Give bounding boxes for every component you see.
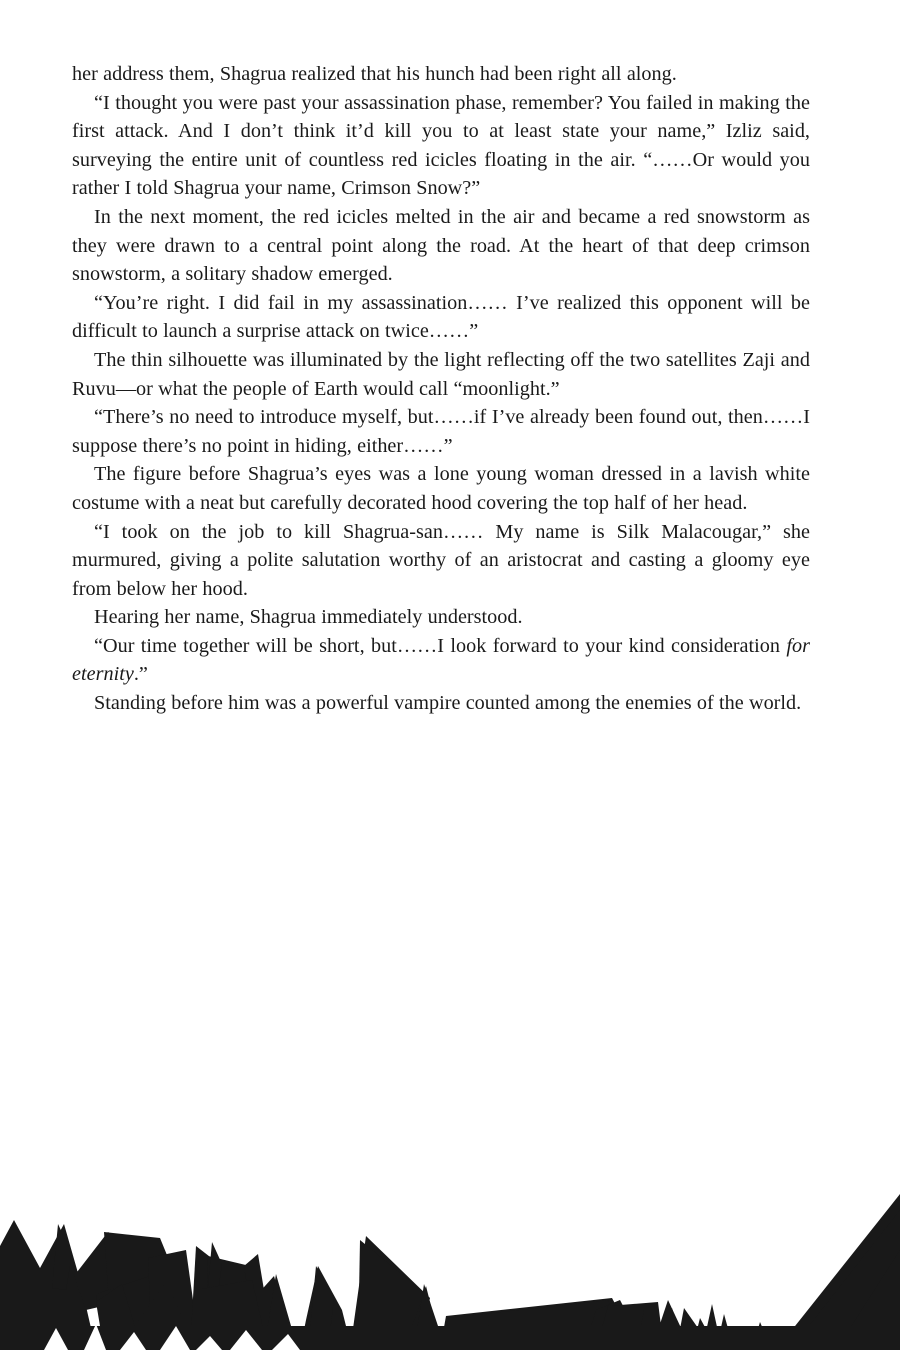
paragraph: “There’s no need to introduce myself, but……if I’ve already been found out, then……I suppose there’s no point in hiding, either……” — [72, 406, 810, 457]
crystal-shard-silhouette — [0, 1150, 900, 1350]
paragraph: “I thought you were past your assassination phase, remember? You failed in making the first attack. And I don’t think it’d kill you to at least state your name,” Izliz said, surveying the entire unit of countless red icicles floating in the air. “……Or would you rather I told Shagrua your name, Crimson Snow?” — [72, 91, 810, 200]
paragraph-with-italic — [72, 632, 810, 689]
paragraph-tail-text: .” — [133, 663, 148, 686]
paragraph: Standing before him was a powerful vampire counted among the enemies of the world. — [94, 692, 802, 715]
italic-phrase: for eternity — [72, 634, 810, 686]
paragraph: “I took on the job to kill Shagrua-san…… My name is Silk Malacougar,” she murmured, giving a polite salutation worthy of an aristocrat and casting a gloomy eye from below her hood. — [72, 520, 810, 600]
shard-shapes — [0, 1194, 900, 1350]
paragraph: “You’re right. I did fail in my assassination…… I’ve realized this opponent will be difficult to launch a surprise attack on twice……” — [72, 291, 810, 343]
paragraph-lead-text: “Our time together will be short, but……I look forward to your kind consideration — [94, 634, 787, 657]
paragraph: The figure before Shagrua’s eyes was a lone young woman dressed in a lavish white costume with a neat but carefully decorated hood covering the top half of her head. — [72, 463, 810, 514]
paragraph: The thin silhouette was illuminated by the light reflecting off the two satellites Zaji and Ruvu—or what the people of Earth would call “moonlight.” — [72, 348, 810, 400]
paragraph: her address them, Shagrua realized that his hunch had been right all along. — [72, 63, 677, 85]
body-text-column — [72, 60, 810, 718]
paragraph: In the next moment, the red icicles melted in the air and became a red snowstorm as they were drawn to a central point along the road. At the heart of that deep crimson snowstorm, a solitary shadow emerged. — [72, 205, 810, 286]
paragraph: Hearing her name, Shagrua immediately understood. — [94, 606, 523, 629]
